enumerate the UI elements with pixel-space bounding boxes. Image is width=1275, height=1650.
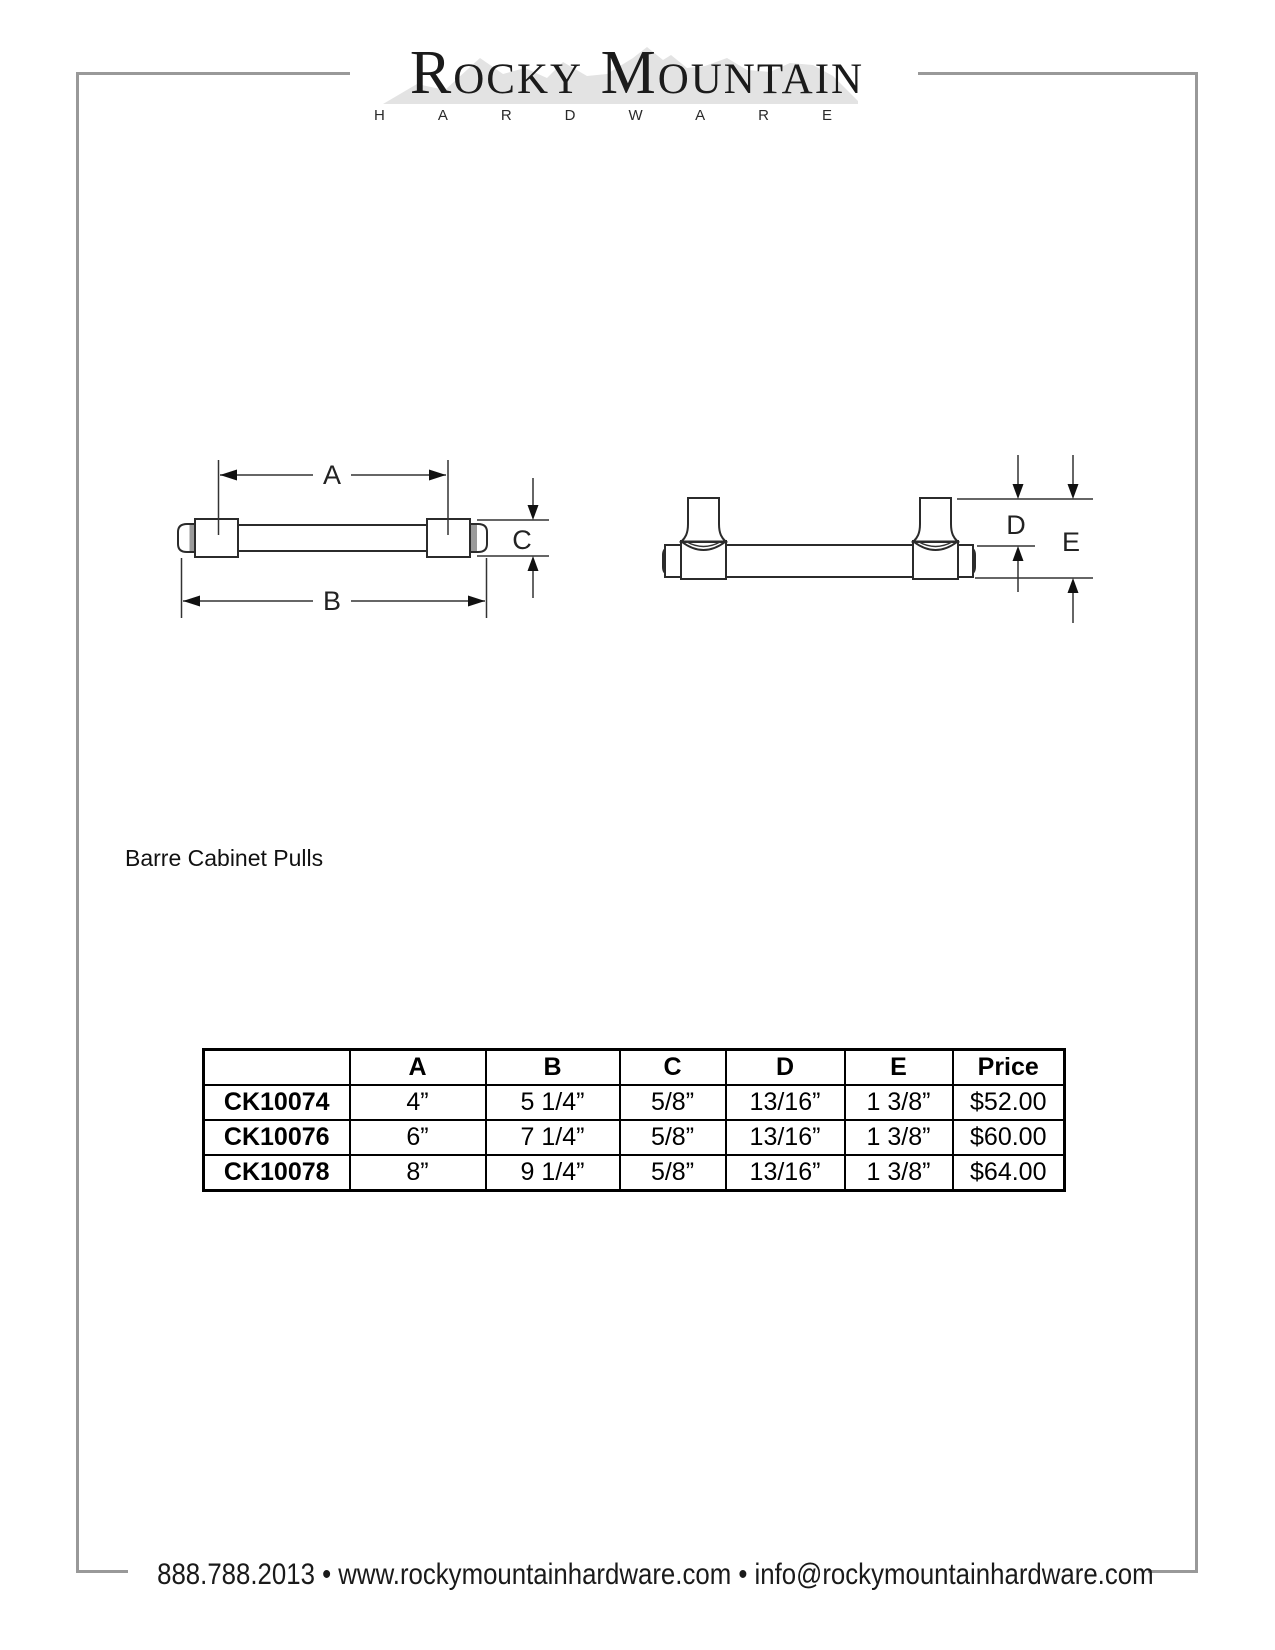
cell-d: 13/16” [726, 1155, 845, 1191]
table-header-row [204, 1050, 1065, 1086]
cell-d: 13/16” [726, 1120, 845, 1155]
spec-table [202, 1048, 1066, 1192]
footer-contact [76, 1558, 1198, 1592]
side-right-stem [914, 498, 958, 542]
dimension-label-e: E [1061, 527, 1081, 557]
technical-drawing [150, 420, 1110, 640]
cell-b: 7 1/4” [486, 1120, 620, 1155]
table-row [204, 1120, 1065, 1155]
brand-subtitle: HARDWARE [374, 107, 885, 124]
cell-e: 1 3/8” [845, 1155, 953, 1191]
cell-model: CK10078 [204, 1155, 350, 1191]
cell-price: $52.00 [953, 1085, 1065, 1120]
cell-b: 5 1/4” [486, 1085, 620, 1120]
header-a: A [350, 1050, 486, 1086]
cell-c: 5/8” [620, 1085, 726, 1120]
table-row [204, 1155, 1065, 1191]
dimension-label-d: D [1006, 510, 1026, 540]
side-view-drawing [663, 498, 975, 579]
header-price: Price [953, 1050, 1065, 1086]
header-d: D [726, 1050, 845, 1086]
front-view-drawing [178, 519, 487, 557]
front-left-post [195, 519, 238, 557]
table-row [204, 1085, 1065, 1120]
dimension-label-c: C [512, 525, 532, 555]
cell-model: CK10076 [204, 1120, 350, 1155]
dimension-b [182, 558, 487, 618]
cell-a: 8” [350, 1155, 486, 1191]
dimension-label-b: B [322, 586, 342, 616]
dimension-a [219, 460, 449, 535]
cell-a: 6” [350, 1120, 486, 1155]
front-bar [238, 525, 427, 551]
cell-price: $64.00 [953, 1155, 1065, 1191]
cell-model: CK10074 [204, 1085, 350, 1120]
page-border-right [1195, 73, 1198, 1573]
cell-e: 1 3/8” [845, 1085, 953, 1120]
section-title: Barre Cabinet Pulls [125, 845, 324, 871]
dimension-e [975, 455, 1093, 623]
header-e: E [845, 1050, 953, 1086]
footer-contact-text: 888.788.2013 • www.rockymountainhardware.com • info@rockymountainhardware.com [157, 1558, 1154, 1591]
cell-c: 5/8” [620, 1120, 726, 1155]
cell-price: $60.00 [953, 1120, 1065, 1155]
cell-c: 5/8” [620, 1155, 726, 1191]
header-model [204, 1050, 350, 1086]
cell-e: 1 3/8” [845, 1120, 953, 1155]
dimension-label-a: A [322, 460, 342, 490]
header-b: B [486, 1050, 620, 1086]
header-c: C [620, 1050, 726, 1086]
cell-a: 4” [350, 1085, 486, 1120]
page-border-left [76, 73, 79, 1573]
side-left-stem [682, 498, 726, 542]
cell-d: 13/16” [726, 1085, 845, 1120]
brand-wordmark: Rocky Mountain [409, 39, 865, 107]
cell-b: 9 1/4” [486, 1155, 620, 1191]
